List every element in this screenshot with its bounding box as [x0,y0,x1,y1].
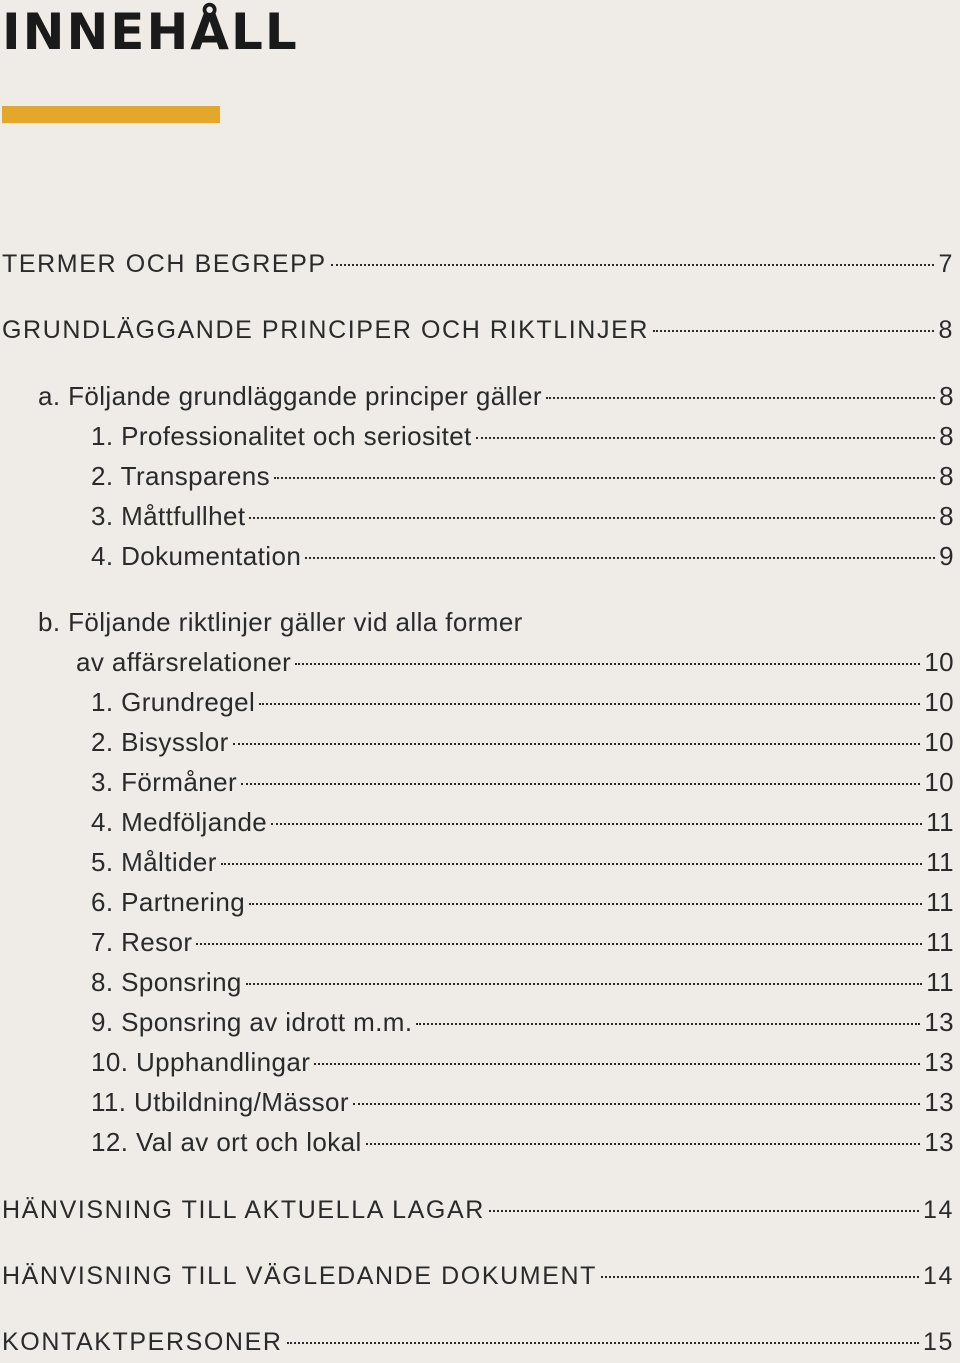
dot-leader [249,516,935,519]
toc-page-number: 13 [924,1127,954,1157]
toc-entry-b-1[interactable] [91,686,954,718]
toc-page-number: 13 [924,1047,954,1077]
toc-label: 9. Sponsring av idrott m.m. [91,1007,413,1037]
toc-page-number: 8 [939,421,954,451]
dot-leader [274,476,935,479]
dot-leader [295,662,920,665]
toc-label: KONTAKTPERSONER [2,1328,283,1356]
toc-entry-a-1[interactable] [91,420,954,452]
dot-leader [196,942,922,945]
toc-page-number: 11 [926,887,954,917]
toc-page-number: 11 [926,847,954,877]
toc-label: 10. Upphandlingar [91,1047,311,1077]
toc-entry-dokument[interactable] [2,1260,954,1292]
toc-entry-lagar[interactable] [2,1194,954,1226]
dot-leader [246,982,922,985]
toc-entry-b-11[interactable] [91,1086,954,1118]
dot-leader [271,822,922,825]
toc-label: 4. Dokumentation [91,541,302,571]
toc-entry-b-10[interactable] [91,1046,954,1078]
dot-leader [546,396,935,399]
toc-page-number: 8 [939,461,954,491]
toc-label: 4. Medföljande [91,807,268,837]
toc-page-number: 11 [926,967,954,997]
toc-page-number: 11 [926,927,954,957]
dot-leader [233,742,921,745]
toc-entry-a-4[interactable] [91,540,954,572]
toc-entry-a-2[interactable] [91,460,954,492]
dot-leader [601,1275,919,1278]
toc-label: av affärsrelationer [76,647,292,677]
toc-page-number: 14 [922,1196,954,1224]
toc-page-number: 14 [922,1262,954,1290]
toc-entry-termer[interactable] [2,248,954,280]
page-title: INNEHÅLL [2,3,299,61]
dot-leader [249,902,922,905]
dot-leader [221,862,922,865]
toc-label: TERMER OCH BEGREPP [2,250,327,278]
toc-label: 11. Utbildning/Mässor [91,1087,349,1117]
toc-page-number: 10 [924,647,954,677]
title-accent-bar [2,106,220,123]
toc-entry-a[interactable] [38,380,954,412]
toc-page-number: 11 [926,807,954,837]
dot-leader [305,556,935,559]
toc-page-number: 8 [939,381,954,411]
toc-page-number: 8 [938,316,954,344]
toc-label: HÄNVISNING TILL VÄGLEDANDE DOKUMENT [2,1262,598,1290]
toc-entry-a-3[interactable] [91,500,954,532]
toc-page-number: 8 [939,501,954,531]
toc-page-number: 9 [939,541,954,571]
toc-entry-b-6[interactable] [91,886,954,918]
toc-entry-grundlaggande[interactable] [2,314,954,346]
toc-label: 3. Måttfullhet [91,501,246,531]
toc-label: 8. Sponsring [91,967,242,997]
toc-entry-b-7[interactable] [91,926,954,958]
toc-page-number: 10 [924,687,954,717]
toc-label: 5. Måltider [91,847,217,877]
toc-page-number: 7 [938,250,954,278]
toc-entry-b-9[interactable] [91,1006,954,1038]
dot-leader [314,1062,920,1065]
dot-leader [476,436,935,439]
toc-page-number: 15 [922,1328,954,1356]
toc-label: 12. Val av ort och lokal [91,1127,362,1157]
toc-entry-b-5[interactable] [91,846,954,878]
toc-entry-b-2[interactable] [91,726,954,758]
toc-page-number: 13 [924,1087,954,1117]
toc-label: 7. Resor [91,927,193,957]
toc-label: 2. Transparens [91,461,271,491]
toc-entry-b-3[interactable] [91,766,954,798]
toc-label: 6. Partnering [91,887,246,917]
toc-entry-b[interactable] [76,646,954,678]
dot-leader [416,1022,920,1025]
dot-leader [353,1102,920,1105]
toc-entry-b-12[interactable] [91,1126,954,1158]
dot-leader [489,1209,919,1212]
toc-entry-b-line1: b. Följande riktlinjer gäller vid alla former [38,607,523,637]
toc-entry-b-4[interactable] [91,806,954,838]
dot-leader [653,329,934,332]
dot-leader [259,702,920,705]
toc-label: 1. Grundregel [91,687,256,717]
dot-leader [287,1341,919,1344]
toc-label: GRUNDLÄGGANDE PRINCIPER OCH RIKTLINJER [2,316,649,344]
dot-leader [331,263,935,266]
toc-label: a. Följande grundläggande principer gäller [38,381,542,411]
toc-entry-kontakt[interactable] [2,1326,954,1358]
dot-leader [241,782,920,785]
toc-label: 3. Förmåner [91,767,238,797]
toc-entry-b-8[interactable] [91,966,954,998]
toc-label: HÄNVISNING TILL AKTUELLA LAGAR [2,1196,485,1224]
toc-label: 2. Bisysslor [91,727,229,757]
toc-page-number: 10 [924,767,954,797]
toc-page-number: 10 [924,727,954,757]
toc-label: 1. Professionalitet och seriositet [91,421,472,451]
dot-leader [366,1142,921,1145]
toc-page-number: 13 [924,1007,954,1037]
